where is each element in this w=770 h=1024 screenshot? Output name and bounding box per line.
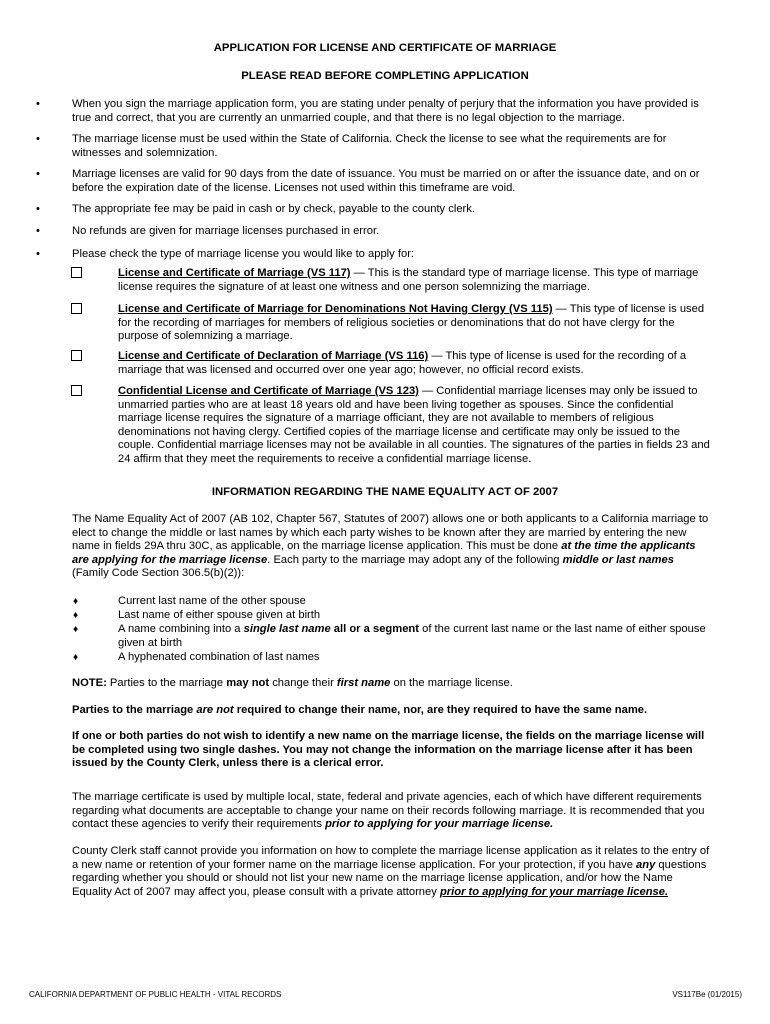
clerk-emphasis-underlined: prior to applying for your marriage license.	[439, 885, 669, 898]
bullet-perjury: When you sign the marriage application form, you are stating under penalty of perjury that the information you have provided is true and correct, that you are currently an unmarried couple, and that there is no legal objection to the marriage.	[72, 98, 699, 124]
intro-text: The Name Equality Act of 2007 (AB 102, Chapter 567, Statutes of 2007) allows one or both applicants to a California marriage to elect to change the middle or last names by which each party wishes to be known after they are married by entering the new name in fields 29A thru 30C, as applicable, on the marriage license application. This must be done	[72, 513, 709, 553]
document-subtitle: PLEASE READ BEFORE COMPLETING APPLICATION	[241, 70, 529, 82]
intro-emphasis: middle or last names	[562, 553, 674, 566]
parties-text: required to change their name, nor, are they required to have the same name.	[233, 704, 648, 716]
checkbox-vs117[interactable]	[71, 267, 82, 278]
name-option	[118, 623, 712, 650]
parties-paragraph	[72, 704, 712, 718]
checkbox-vs123[interactable]	[71, 385, 82, 396]
note-paragraph	[72, 677, 712, 691]
bullet-marker: •	[36, 133, 40, 145]
bullet-marker: •	[36, 98, 40, 110]
diamond-bullet: ♦	[73, 596, 79, 607]
option-desc: — This type of license is used for the recording of marriages for members of religious societies or denominations that do not have clergy for the purpose of solemnizing a marriage.	[118, 303, 705, 343]
diamond-bullet: ♦	[73, 624, 79, 635]
bullet-license-type: Please check the type of marriage license you would like to apply for:	[72, 248, 415, 260]
intro-text: . Each party to the marriage may adopt any of the following	[267, 553, 563, 566]
option-vs116	[118, 350, 712, 377]
name-option: A hyphenated combination of last names	[118, 651, 320, 663]
certificate-paragraph	[72, 791, 712, 832]
intro-emphasis: at the time the applicants are applying for the marriage license	[72, 540, 696, 566]
parties-emphasis: are not	[196, 704, 234, 716]
intro-text: (Family Code Section 306.5(b)(2)):	[72, 567, 245, 580]
name-equality-intro	[72, 513, 712, 581]
footer-form-id: VS117Be (01/2015)	[672, 990, 742, 999]
parties-text: Parties to the marriage	[72, 704, 197, 716]
note-text: change their	[269, 677, 337, 689]
option-vs115	[118, 303, 712, 344]
option-title: License and Certificate of Marriage for Denominations Not Having Clergy (VS 115)	[118, 303, 553, 315]
option-vs117	[118, 267, 712, 294]
clerk-text: questions regarding whether you should or should not list your new name on the marriage license application, and/or how the Name Equality Act of 2007 may affect you, please consult with a private attorney	[72, 858, 707, 898]
clerk-text: County Clerk staff cannot provide you information on how to complete the marriage license application as it relates to the entry of a new name or retention of your former name on the marriage license application. For your protection, if you have	[72, 845, 710, 871]
checkbox-vs116[interactable]	[71, 350, 82, 361]
note-emphasis: first name	[336, 677, 391, 689]
option-emphasis: single last name	[243, 623, 331, 635]
option-desc: — This type of license is used for the recording of a marriage that was licensed and occurred over one year ago; however, no official record exists.	[118, 350, 687, 376]
clerk-paragraph	[72, 845, 712, 899]
document-title: APPLICATION FOR LICENSE AND CERTIFICATE OF MARRIAGE	[213, 42, 557, 54]
bullet-marker: •	[36, 248, 40, 260]
option-title: License and Certificate of Declaration of Marriage (VS 116)	[118, 350, 429, 362]
bullet-refunds: No refunds are given for marriage licenses purchased in error.	[72, 225, 380, 237]
note-bold: may not	[226, 677, 270, 689]
option-title: Confidential License and Certificate of Marriage (VS 123)	[118, 385, 419, 397]
dashes-paragraph: If one or both parties do not wish to identify a new name on the marriage license, the fields on the marriage license will be completed using two single dashes. You may not change the information on the marriage license after it has been issued by the County Clerk, unless there is a clerical error.	[72, 730, 705, 770]
bullet-validity: Marriage licenses are valid for 90 days from the date of issuance. You must be married on or after the issuance date, and on or before the expiration date of the license. Licenses not used within this timeframe are void.	[72, 168, 700, 194]
option-vs123	[118, 385, 712, 467]
name-option: Last name of either spouse given at birth	[118, 609, 321, 621]
note-text: Parties to the marriage	[106, 677, 227, 689]
bullet-marker: •	[36, 168, 40, 180]
option-desc: — Confidential marriage licenses may only be issued to unmarried parties who are at least 18 years old and have been living together as spouses. Since the confidential marriage license requires the signature of a marriage officiant, they are not available to members of religious denominations not having clergy. Certified copies of the marriage license and certificate may only be issued to the couple. Confidential marriage licenses may not be available in all counties. The signatures of the parties in fields 23 and 24 affirm that they meet the requirements to receive a confidential marriage license.	[118, 385, 710, 465]
bullet-state-use: The marriage license must be used within the State of California. Check the license to see what the requirements are for witnesses and solemnization.	[72, 133, 667, 159]
checkbox-vs115[interactable]	[71, 303, 82, 314]
option-desc: — This is the standard type of marriage license. This type of marriage license requires the signature of at least one witness and one person solemnizing the marriage.	[118, 267, 699, 293]
diamond-bullet: ♦	[73, 610, 79, 621]
name-option: Current last name of the other spouse	[118, 595, 306, 607]
note-label: NOTE:	[72, 677, 107, 689]
note-text: on the marriage license.	[390, 677, 513, 689]
bullet-fee: The appropriate fee may be paid in cash or by check, payable to the county clerk.	[72, 203, 475, 215]
bullet-marker: •	[36, 203, 40, 215]
clerk-emphasis: any	[636, 858, 656, 871]
certificate-emphasis: prior to applying for your marriage license.	[325, 818, 554, 831]
option-bold: all or a segment	[330, 623, 419, 635]
option-title: License and Certificate of Marriage (VS 117)	[118, 267, 351, 279]
diamond-bullet: ♦	[73, 652, 79, 663]
section-heading: INFORMATION REGARDING THE NAME EQUALITY ACT OF 2007	[211, 486, 559, 498]
footer-agency: CALIFORNIA DEPARTMENT OF PUBLIC HEALTH - VITAL RECORDS	[29, 990, 282, 999]
certificate-text: The marriage certificate is used by multiple local, state, federal and private agencies, each of which have different requirements regarding what documents are acceptable to change your name on their records following marriage. It is recommended that you contact these agencies to verify their requirements	[72, 791, 705, 831]
option-text: of the current last name or the last name of either spouse given at birth	[118, 623, 706, 649]
bullet-marker: •	[36, 225, 40, 237]
option-text: A name combining into a	[118, 623, 244, 635]
